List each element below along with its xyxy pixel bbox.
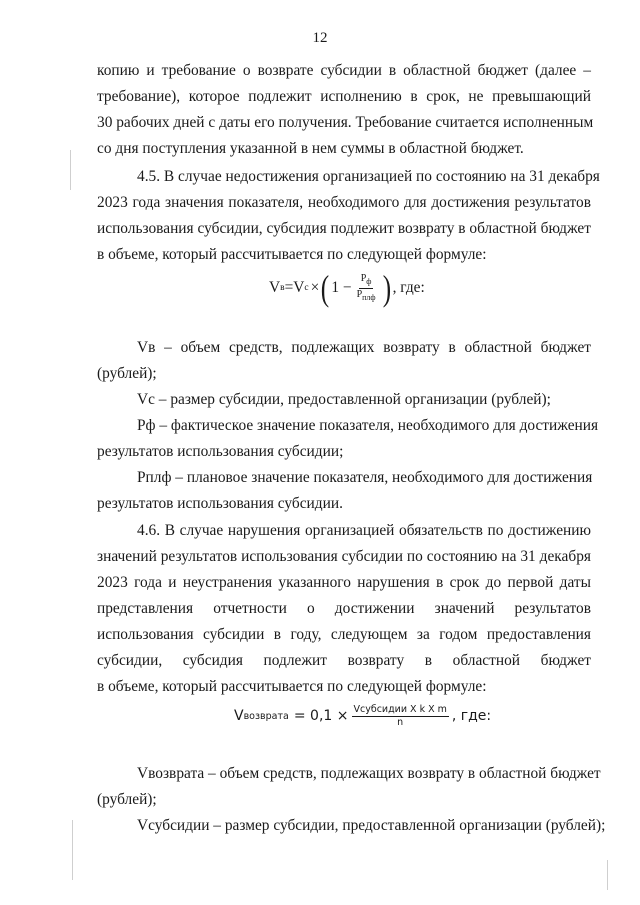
text-line: копию и требование о возврате субсидии в областной бюджет (далее – — [97, 62, 591, 79]
formula-eq: =V — [284, 279, 305, 296]
text-line: 30 рабочих дней с даты его получения. Требование считается исполненным — [97, 114, 594, 131]
definition-line: (рублей); — [97, 365, 157, 382]
text-line: субсидии, субсидия подлежит возврату в областной бюджет — [97, 652, 591, 669]
definition-line: Vс – размер субсидии, предоставленной организации (рублей); — [137, 391, 551, 408]
formula-close-paren: ) — [382, 268, 391, 308]
text-line: 4.6. В случае нарушения организацией обязательств по достижению — [137, 522, 591, 539]
formula-lhs-sub: в — [280, 283, 285, 293]
definition-line: (рублей); — [97, 791, 157, 808]
formula-tail: , где: — [392, 279, 425, 296]
definition-line: Vсубсидии – размер субсидии, предоставленной организации (рублей); — [137, 817, 606, 834]
definition-line: результатов использования субсидии. — [97, 495, 343, 512]
text-line: представления отчетности о достижении значений результатов — [97, 600, 591, 617]
formula2-eq: = 0,1 × — [293, 708, 349, 724]
text-line: со дня поступления указанной в нем суммы в областной бюджет. — [97, 140, 524, 157]
text-line: использования субсидии в году, следующем за годом предоставления — [97, 626, 591, 643]
text-line: в объеме, который рассчитывается по следующей формуле: — [97, 678, 487, 695]
definition-line: Рплф – плановое значение показателя, необходимого для достижения — [137, 469, 593, 486]
formula-return-volume — [269, 268, 425, 308]
formula-return-amount — [234, 700, 491, 732]
definition-line: Vв – объем средств, подлежащих возврату в областной бюджет — [137, 339, 591, 356]
text-line: 4.5. В случае недостижения организацией по состоянию на 31 декабря — [137, 168, 600, 185]
scan-artifact-line — [70, 150, 71, 190]
formula-lhs: V — [269, 279, 281, 296]
text-line: в объеме, который рассчитывается по следующей формуле: — [97, 246, 487, 263]
scan-artifact-line — [607, 860, 608, 890]
formula2-fraction — [352, 704, 449, 729]
formula-one-minus: 1 − — [331, 279, 352, 296]
definition-line: результатов использования субсидии; — [97, 443, 344, 460]
definition-line: Рф – фактическое значение показателя, необходимого для достижения — [137, 417, 599, 434]
formula2-lhs: V — [234, 708, 244, 724]
formula-rhs-sub: с — [304, 283, 309, 293]
text-line: 2023 года значения показателя, необходимого для достижения результатов — [97, 194, 591, 211]
fraction-denominator: $Р_{плф}$ — [356, 288, 376, 302]
fraction2-denominator: n — [397, 716, 404, 728]
formula-times: × — [310, 279, 320, 296]
formula2-tail: , где: — [451, 708, 492, 724]
text-line: использования субсидии, субсидия подлежит возврату в областной бюджет — [97, 220, 591, 237]
formula2-lhs-sub: возврата — [243, 710, 289, 722]
fraction2-numerator: Vсубсидии X k X m — [353, 703, 447, 715]
text-line: значений результатов использования субсидии по состоянию на 31 декабря — [97, 548, 591, 565]
fraction-numerator: $Р_ф$ — [359, 273, 374, 289]
definition-line: Vвозврата – объем средств, подлежащих возврату в областной бюджет — [137, 765, 601, 782]
formula-fraction — [355, 273, 378, 304]
formula-open-paren: ( — [321, 268, 330, 308]
text-line: 2023 года и неустранения указанного нарушения в срок до первой даты — [97, 574, 591, 591]
page-number: 12 — [312, 30, 328, 46]
scan-artifact-line — [72, 820, 73, 880]
text-line: требование), которое подлежит исполнению в срок, не превышающий — [97, 88, 591, 105]
